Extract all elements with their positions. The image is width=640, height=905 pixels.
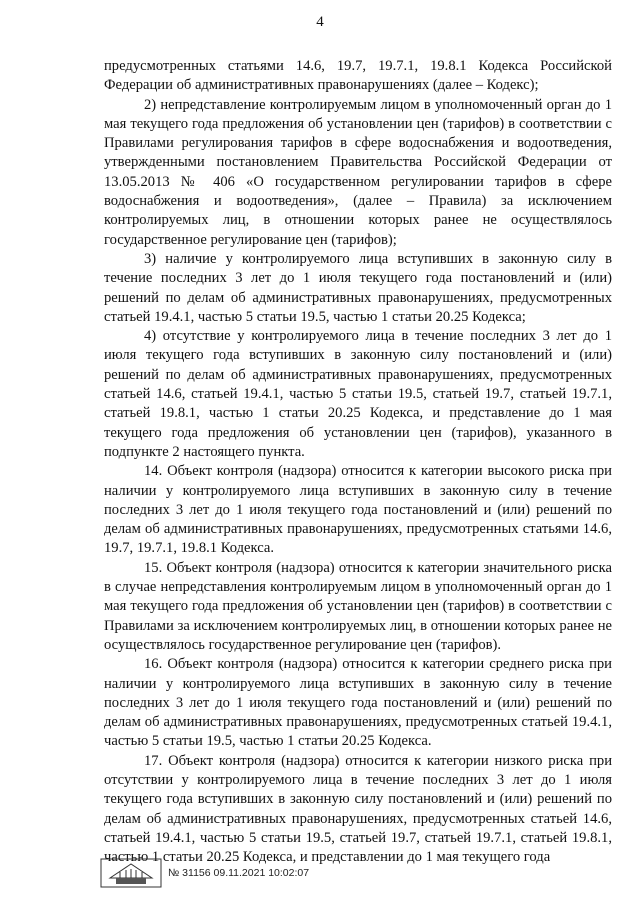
paragraph-clause-15: 15. Объект контроля (надзора) относится к категории значительного риска в случае непредставления контролируемым лицом в уполномоченный орган до 1 мая текущего года предложения об установлении цен (тарифов) в соответствии с Правилами за исключением контролируемых лиц, в отношении которых ранее не осуществлялось государственное регулирование цен (тарифов). [104,559,612,653]
paragraph-item-3: 3) наличие у контролируемого лица вступивших в законную силу в течение последних 3 лет до 1 июля текущего года постановлений и (или) решений по делам об административных правонарушениях, предусмотренных статьей 19.4.1, частью 5 статьи 19.5, частью 1 статьи 20.25 Кодекса; [104,250,612,325]
document-body [104,57,612,867]
registry-stamp-icon [100,858,162,888]
paragraph-item-4: 4) отсутствие у контролируемого лица в течение последних 3 лет до 1 июля текущего года вступивших в законную силу постановлений и (или) решений по делам об административных правонарушениях, предусмотренных статьей 14.6, статьей 19.4.1, частью 5 статьи 19.5, статьей 19.7, статьей 19.7.1, статьей 19.8.1, частью 1 статьи 20.25 Кодекса, и представление до 1 мая текущего года предложения об установлении цен (тарифов), указанного в подпункте 2 настоящего пункта. [104,328,612,460]
document-registration-number: № 31156 09.11.2021 10:02:07 [168,867,310,879]
paragraph-clause-14: 14. Объект контроля (надзора) относится к категории высокого риска при наличии у контролируемого лица вступивших в законную силу в течение последних 3 лет до 1 июля текущего года постановлений и (или) решений по делам об административных правонарушениях, предусмотренных статьями 14.6, 19.7, 19.7.1, 19.8.1 Кодекса. [104,463,612,557]
page-footer [100,858,309,888]
paragraph-clause-17: 17. Объект контроля (надзора) относится к категории низкого риска при отсутствии у контролируемого лица в течение последних 3 лет до 1 июля текущего года вступивших в законную силу постановлений и (или) решений по делам об административных правонарушениях, предусмотренных статьей 14.6, статьей 19.4.1, частью 5 статьи 19.5, статьей 19.7, статьей 19.7.1, статьей 19.8.1, частью 1 статьи 20.25 Кодекса, и представлении до 1 мая текущего года [104,752,612,866]
page-number: 4 [316,14,324,30]
paragraph-clause-16: 16. Объект контроля (надзора) относится к категории среднего риска при наличии у контролируемого лица вступивших в законную силу в течение последних 3 лет до 1 июля текущего года постановлений и (или) решений по делам об административных правонарушениях, предусмотренных статьей 19.4.1, частью 5 статьи 19.5, частью 1 статьи 20.25 Кодекса. [104,656,612,750]
paragraph-continuation: предусмотренных статьями 14.6, 19.7, 19.7.1, 19.8.1 Кодекса Российской Федерации об административных правонарушениях (далее – Кодекс); [104,58,612,94]
paragraph-item-2: 2) непредставление контролируемым лицом в уполномоченный орган до 1 мая текущего года предложения об установлении цен (тарифов) в соответствии с Правилами регулирования тарифов в сфере водоснабжения и водоотведения, утвержденными постановлением Правительства Российской Федерации от 13.05.2013 № 406 «О государственном регулировании тарифов в сфере водоснабжения и водоотведения», (далее – Правила) за исключением контролируемых лиц, в отношении которых ранее не осуществлялось государственное регулирование цен (тарифов); [104,96,612,248]
